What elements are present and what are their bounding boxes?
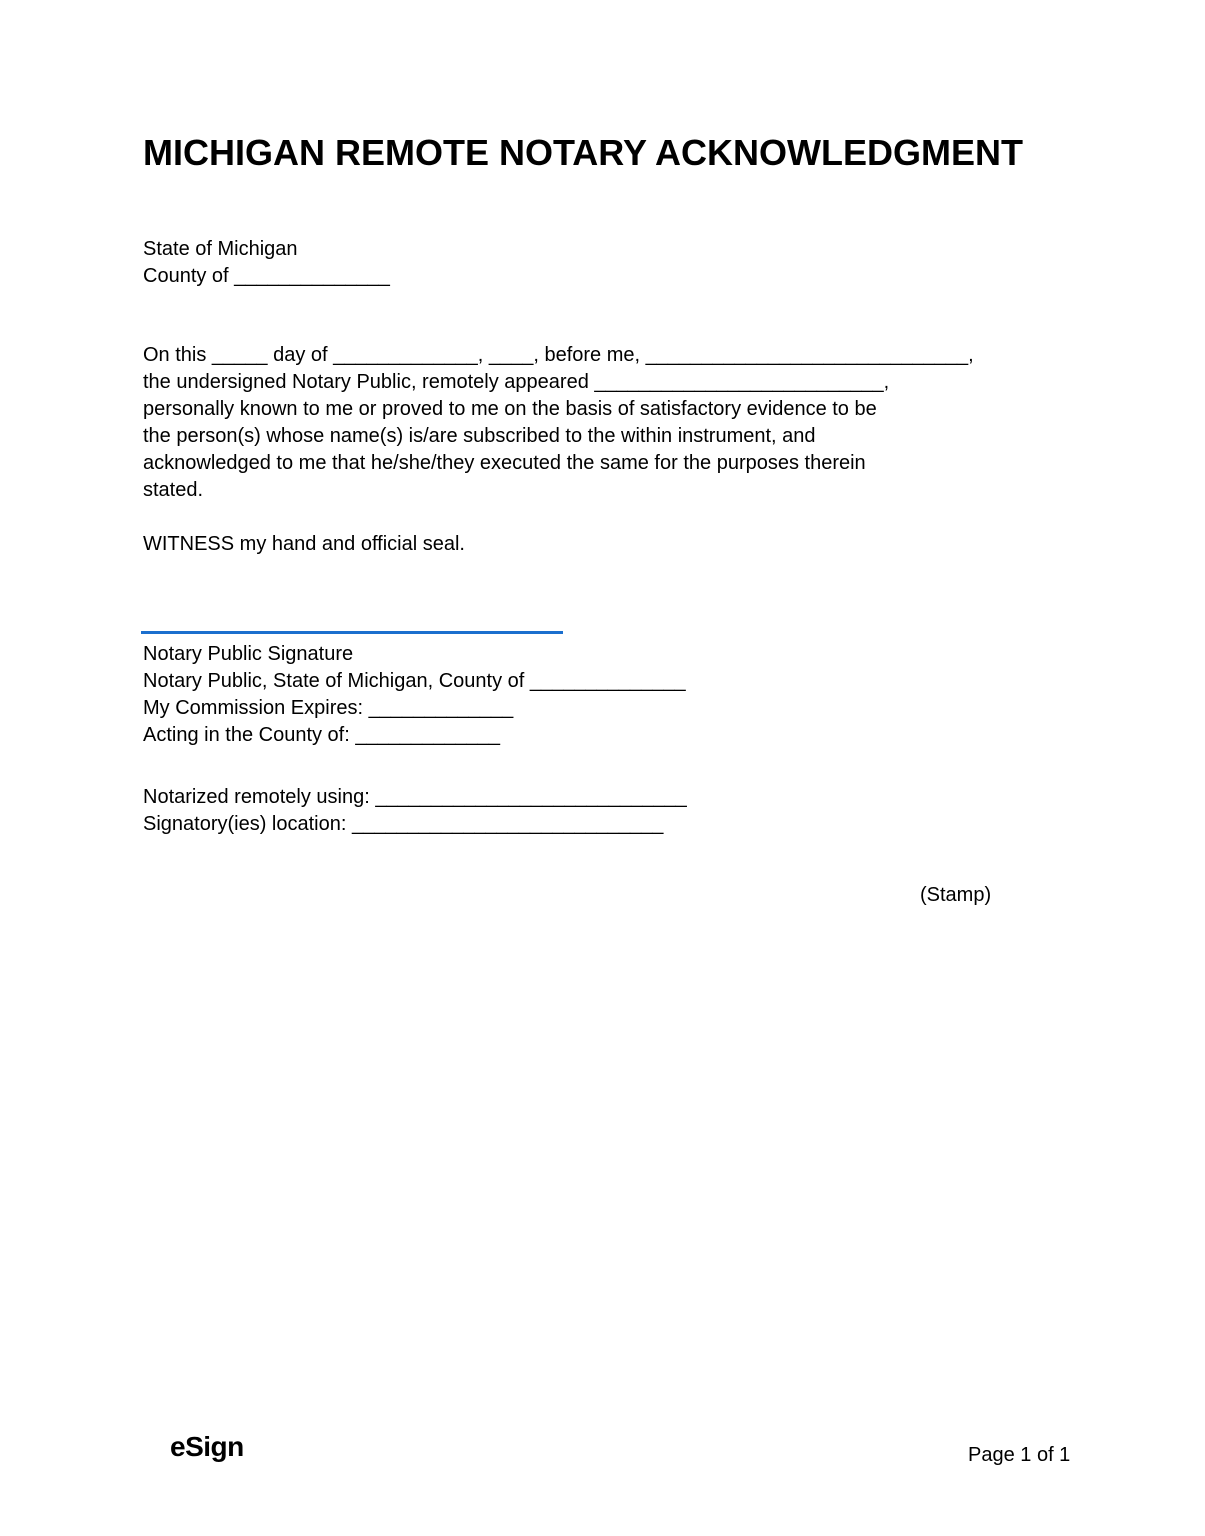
signatory-location-line: Signatory(ies) location: ____________________________ [143,813,664,835]
esign-logo: eSign [170,1431,244,1462]
page-title: MICHIGAN REMOTE NOTARY ACKNOWLEDGMENT [143,132,1023,173]
paragraph-line: stated. [143,479,204,501]
commission-expires-line: My Commission Expires: _____________ [143,697,514,719]
paragraph-line: acknowledged to me that he/she/they executed the same for the purposes therein [143,452,866,474]
notary-signature-block [143,641,686,749]
acting-county-line: Acting in the County of: _____________ [143,724,500,746]
notarized-remotely-line: Notarized remotely using: ____________________________ [143,786,687,808]
paragraph-line: personally known to me or proved to me on the basis of satisfactory evidence to be [143,398,877,420]
stamp-placeholder: (Stamp) [920,884,992,906]
state-line: State of Michigan [143,238,298,260]
page-number: Page 1 of 1 [968,1444,1071,1466]
notary-county-line: Notary Public, State of Michigan, County of ______________ [143,670,686,692]
state-county-block [143,236,390,290]
county-line: County of ______________ [143,265,390,287]
signature-line [141,631,563,634]
paragraph-line: On this _____ day of _____________, ____, before me, _____________________________, [143,344,974,366]
signature-label: Notary Public Signature [143,643,354,665]
remote-notarization-block [143,784,687,838]
paragraph-line: the person(s) whose name(s) is/are subscribed to the within instrument, and [143,425,816,447]
paragraph-line: the undersigned Notary Public, remotely appeared __________________________, [143,371,890,393]
acknowledgment-paragraph [143,342,974,504]
witness-line: WITNESS my hand and official seal. [143,533,465,555]
